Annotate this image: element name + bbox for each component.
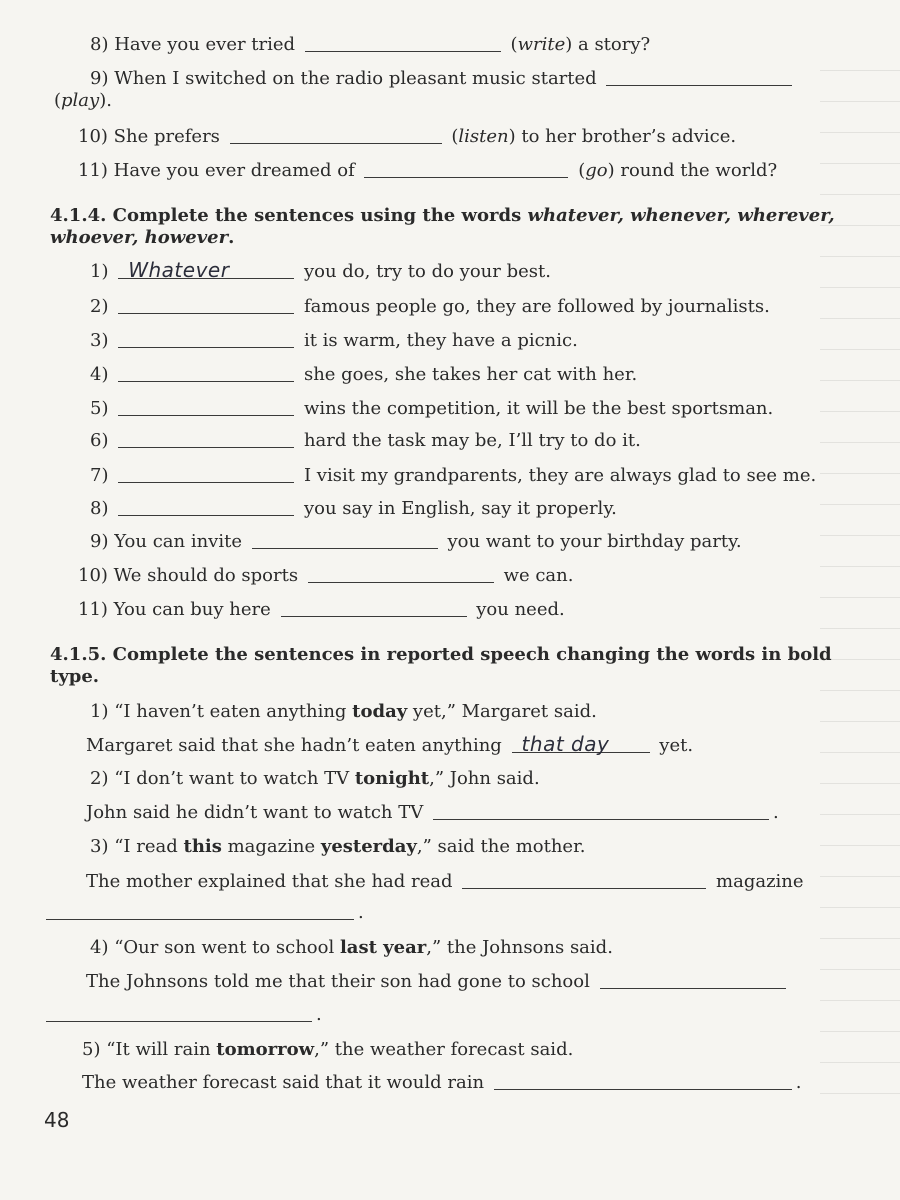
exercise-item: 4) she goes, she takes her cat with her. (90, 364, 638, 385)
exercise-item: 7) I visit my grandparents, they are always glad to see me. (90, 465, 817, 486)
answer-blank[interactable] (118, 297, 294, 314)
answer-blank[interactable] (600, 972, 786, 989)
answer-blank[interactable] (494, 1073, 792, 1090)
quote-sentence: 4) “Our son went to school last year,” the Johnsons said. (90, 937, 613, 958)
answer-blank[interactable] (118, 331, 294, 348)
answer-blank[interactable] (118, 466, 294, 483)
exercise-item: 11) You can buy here you need. (78, 599, 565, 620)
answer-blank[interactable] (364, 161, 568, 178)
exercise-item: 8) you say in English, say it properly. (90, 498, 617, 519)
exercise-item: 11) Have you ever dreamed of (go) round the world? (78, 160, 778, 181)
reported-sentence-continued: . (46, 902, 364, 924)
answer-blank[interactable] (512, 732, 650, 756)
exercise-item-continued: (play). (54, 90, 112, 111)
exercise-item: 10) She prefers (listen) to her brother’s advice. (78, 126, 737, 147)
exercise-item: 9) You can invite you want to your birthday party. (90, 531, 742, 552)
quote-sentence: 2) “I don’t want to watch TV tonight,” John said. (90, 768, 540, 789)
quote-sentence: 5) “It will rain tomorrow,” the weather forecast said. (82, 1039, 574, 1060)
answer-blank[interactable] (433, 803, 769, 820)
answer-blank[interactable] (606, 69, 792, 86)
quote-sentence: 1) “I haven’t eaten anything today yet,” Margaret said. (90, 701, 597, 722)
answer-blank[interactable] (308, 566, 494, 583)
answer-blank[interactable] (118, 365, 294, 382)
answer-blank[interactable] (118, 399, 294, 416)
answer-blank[interactable] (46, 903, 354, 920)
page-number: 48 (44, 1108, 70, 1132)
handwritten-answer: Whatever (128, 258, 230, 282)
exercise-item: 10) We should do sports we can. (78, 565, 574, 586)
answer-blank[interactable] (118, 258, 294, 282)
reported-sentence: The weather forecast said that it would rain . (82, 1072, 802, 1093)
answer-blank[interactable] (46, 1005, 312, 1022)
reported-sentence: John said he didn’t want to watch TV . (86, 802, 779, 823)
exercise-heading-415: 4.1.5. Complete the sentences in reported speech changing the words in bold type. (50, 644, 832, 687)
answer-blank[interactable] (281, 600, 467, 617)
handwritten-answer: that day (521, 732, 610, 756)
reported-sentence: The mother explained that she had read magazine (86, 871, 804, 892)
answer-blank[interactable] (118, 431, 294, 448)
exercise-item: 8) Have you ever tried (write) a story? (90, 34, 651, 55)
exercise-item: 9) When I switched on the radio pleasant music started (90, 68, 796, 90)
exercise-heading-414: 4.1.4. Complete the sentences using the words whatever, whenever, wherever, whoever, however. (50, 205, 835, 248)
exercise-item: 3) it is warm, they have a picnic. (90, 330, 578, 351)
exercise-item: 6) hard the task may be, I’ll try to do it. (90, 430, 641, 451)
reported-sentence-continued: . (46, 1004, 322, 1026)
answer-blank[interactable] (462, 872, 706, 889)
exercise-item: 5) wins the competition, it will be the best sportsman. (90, 398, 774, 419)
reported-sentence: Margaret said that she hadn’t eaten anything that day yet. (86, 732, 694, 756)
answer-blank[interactable] (118, 499, 294, 516)
exercise-item: 1) Whatever you do, try to do your best. (90, 258, 551, 282)
quote-sentence: 3) “I read this magazine yesterday,” said the mother. (90, 836, 586, 857)
exercise-item: 2) famous people go, they are followed by journalists. (90, 296, 770, 317)
bleed-through-shadow (820, 40, 900, 1100)
answer-blank[interactable] (252, 532, 438, 549)
answer-blank[interactable] (305, 35, 501, 52)
reported-sentence: The Johnsons told me that their son had gone to school (86, 971, 790, 993)
answer-blank[interactable] (230, 127, 442, 144)
